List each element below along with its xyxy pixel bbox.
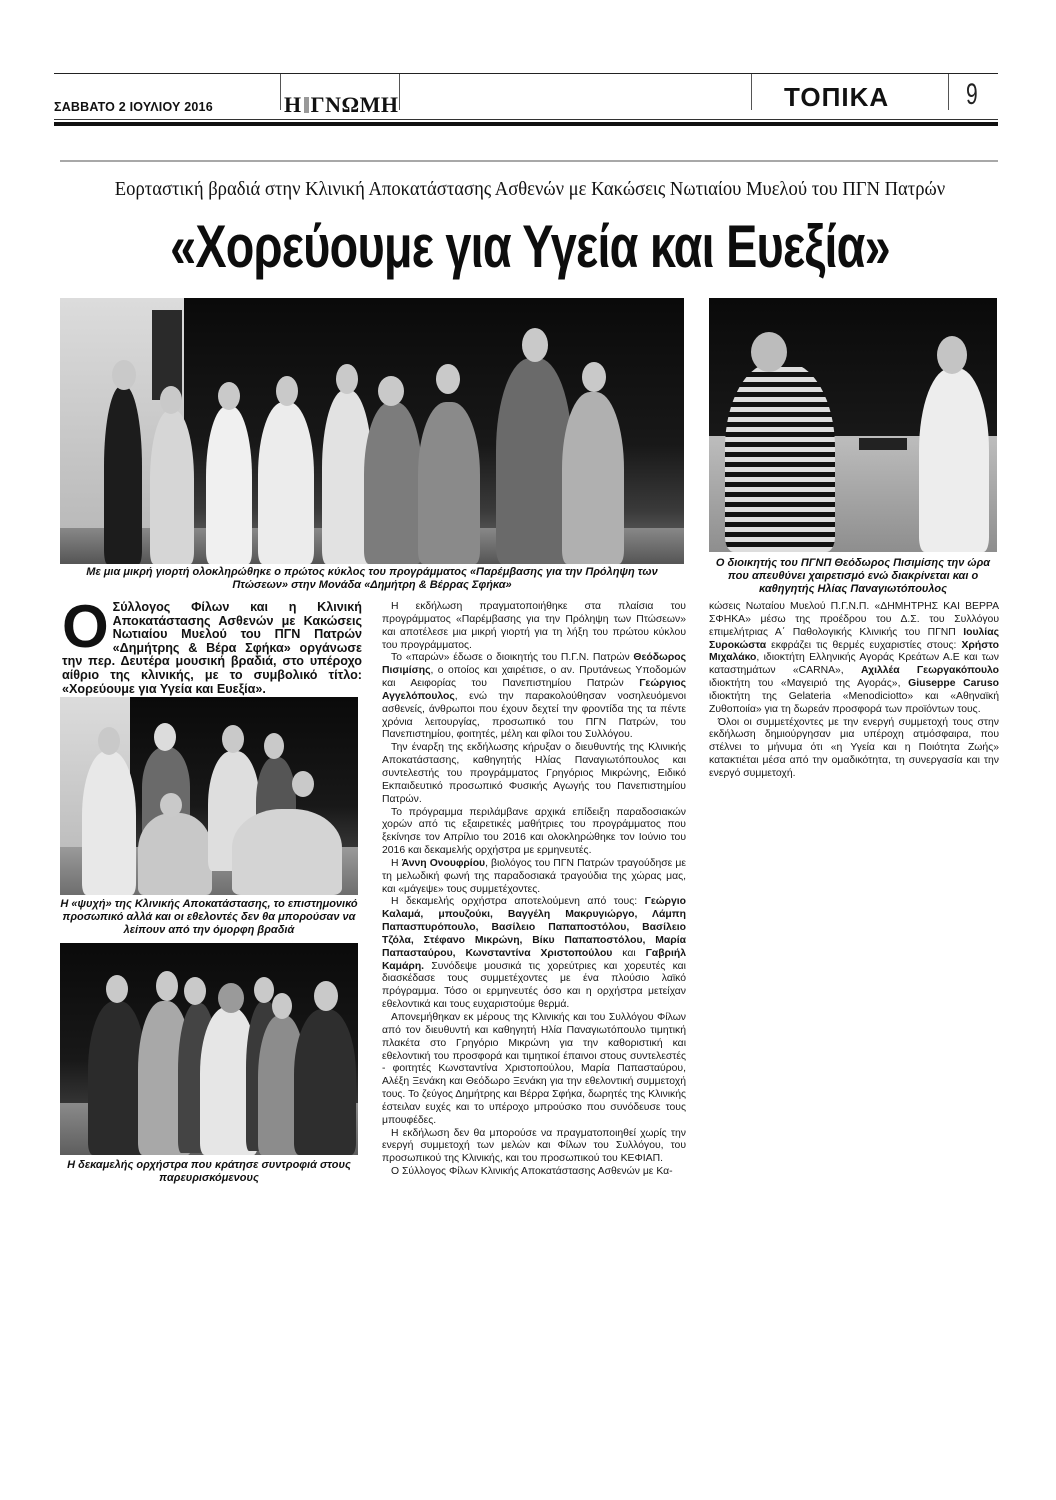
divider xyxy=(751,74,752,110)
article-paragraph xyxy=(382,1166,686,1179)
text-run: κώσεις Νωταίου Μυελού Π.Γ.Ν.Π. «ΔΗΜΗΤΡΗΣ ΚΑΙ ΒΕΡΡΑ ΣΦΗΚΑ» μέσω της προέδρου του Δ.Σ. του Συλλόγου επιμελήτριας Α΄ Παθολογικής Κλινικής του ΠΓΝΠ xyxy=(709,601,999,638)
text-run: Όλοι οι συμμετέχοντες με την ενεργή συμμετοχή τους στην εκδήλωση δημιούργησαν μια υπέροχη ατμόσφαιρα, που στέλνει το μήνυμα ότι «η Υγεία και η Ποιότητα Ζωής» κατακτιέται μέσα από την ομαδικότητα, τη συνεργασία και την ενεργό συμμετοχή. xyxy=(709,716,999,779)
text-run: και xyxy=(612,947,646,959)
logo-name: ΓΝΩΜΗ xyxy=(310,92,399,117)
masthead xyxy=(54,70,998,126)
divider xyxy=(280,74,281,110)
bold-name: Giuseppe Caruso xyxy=(908,678,999,690)
page-number: 9 xyxy=(966,78,978,111)
text-run: Την έναρξη της εκδήλωσης κήρυξαν ο διευθυντής της Κλινικής Αποκατάστασης, καθηγητής Ηλίας Παναγιωτόπουλος και συντελεστής του προγράμματος Γρηγόριος Μικρώνης, Ειδικό Εκπαιδευτικό προσωπικό Φυσικής Αγωγής του Πανεπιστημίου Πατρών. xyxy=(382,742,686,805)
photo-caption-left-bottom: Η δεκαμελής ορχήστρα που κράτησε συντροφιά στους παρευρισκόμενους xyxy=(67,1159,351,1184)
article-paragraph xyxy=(382,1128,686,1167)
text-run: Ο Σύλλογος Φίλων Κλινικής Αποκατάστασης Ασθενών με Κα- xyxy=(391,1166,673,1178)
top-rule xyxy=(54,73,998,74)
logo-mark-icon xyxy=(304,97,309,113)
divider xyxy=(399,74,400,110)
article-paragraph xyxy=(709,601,999,717)
text-run: ιδιοκτήτη της Gelateria «Menodiciotto» και «Αθηναϊκή Ζυθοποιία» για τη δωρεάν προσφορά των προϊόντων τους. xyxy=(709,690,999,715)
drop-cap: Ο xyxy=(62,593,109,660)
article-paragraph xyxy=(709,717,999,781)
photo-caption-main: Με μια μικρή γιορτή ολοκληρώθηκε ο πρώτος κύκλος του προγράμματος «Παρέμβασης για την Πρόληψη των Πτώσεων» στην Μονάδα «Δημήτρη & Βέρρας Σφήκα» xyxy=(86,566,658,591)
article-column-3 xyxy=(709,601,999,781)
bold-name: Θεόδωρος Πισιμίσης xyxy=(382,652,686,677)
article-paragraph xyxy=(382,742,686,806)
photo-caption-right: Ο διοικητής του ΠΓΝΠ Θεόδωρος Πισιμίσης την ώρα που απευθύνει χαιρετισμό ενώ διακρίνεται και ο καθηγητής Ηλίας Παναγιωτόπουλος xyxy=(715,557,991,595)
text-run: Απονεμήθηκαν εκ μέρους της Κλινικής και του Συλλόγου Φίλων από τον διευθυντή και καθηγητή Ηλία Παναγιωτόπουλο τιμητική πλακέτα στο Γρηγόριο Μικρώνη για την καθοριστική και εθελοντική του προσφορά και τιμητικοί έπαινοι στους συντελεστές - φοιτητές Κωνσταντίνα Χριστοπούλου, Μαρία Παπασταύρου, Αλέξη Ξενάκη και Θεόδωρο Ξενάκη για την εθελοντική συμμετοχή τους. Το ζεύγος Δημήτρης και Βέρρα Σφήκα, δωρητές της Κλινικής έστειλαν ευχές και το υπέροχο μπρούσκο που συνόδευσε τους μπουφέδες. xyxy=(382,1012,686,1126)
text-run: εκφράζει τις θερμές ευχαριστίες στους: xyxy=(766,639,962,651)
text-run: Το πρόγραμμα περιλάμβανε αρχικά επίδειξη παραδοσιακών χορών από τις εξαιρετικές μαθήτριες του προγράμματος που ξεκίνησε τον Απρίλιο του 2016 και ολοκληρώθηκε τον Ιούνιο του 2016 και δεκαμελής ορχήστρα με ερμηνευτές. xyxy=(382,806,686,857)
text-run: , ενώ την παρακολούθησαν νοσηλευόμενοι ασθενείς, άνθρωποι που έχουν δεχτεί την φροντίδα της τα πέντε χρόνια λειτουργίας, προσωπικό του ΠΓΝ Πατρών, του Πανεπιστημίου, φοιτητές, μέλη και φίλοι του Συλλόγου. xyxy=(382,690,686,741)
article-headline: «Χορεύουμε για Υγεία και Ευεξία» xyxy=(170,213,890,280)
text-run: , ο οποίος και χαιρέτισε, ο αν. Πρυτάνεως Υποδομών και Αειφορίας του Πανεπιστημίου Πατρών xyxy=(382,665,686,690)
text-run: ιδιοκτήτη του «Μαγειριό της Αγοράς», xyxy=(709,678,909,690)
article-top-rule xyxy=(60,160,998,162)
article-paragraph xyxy=(382,601,686,652)
text-run: , ιδιοκτήτη Ελληνικής Αγοράς Κρεάτων Α.Ε και των καταστημάτων «CARNA», xyxy=(709,652,999,677)
text-run: Η εκδήλωση δεν θα μπορούσε να πραγματοποιηθεί χωρίς την ενεργή συμμετοχή των μελών και Φίλων του Συλλόγου, του προσωπικού της Κλινικής, και του προσωπικού του ΚΕΦΙΑΠ. xyxy=(382,1127,686,1165)
text-run: Η xyxy=(391,857,402,869)
text-run: Η εκδήλωση πραγματοποιήθηκε στα πλαίσια του προγράμματος «Παρέμβασης για την Πρόληψη των Πτώσεων» και αποτέλεσε μια μικρή γιορτή για τη λήξη του πρώτου κύκλου του προγράμματος. xyxy=(382,601,686,651)
bold-name: Άννη Ονουφρίου xyxy=(401,857,486,869)
section-title: ΤΟΠΙΚΑ xyxy=(784,82,890,112)
text-run: , βιολόγος του ΠΓΝ Πατρών τραγούδησε με τη μελωδική φωνή της παραδοσιακά τραγούδια της χώρας μας, και «μάγεψε» τους συμμετέχοντες. xyxy=(382,857,686,895)
article-paragraph xyxy=(382,807,686,858)
text-run: Συνόδεψε μουσικά τις χορεύτριες και χορευτές και διασκέδασε τους συμμετέχοντες με ένα πλούσιο λαϊκό πρόγραμμα. Τόσο οι ερμηνευτές όσο και η ορχήστρα μετείχαν εθελοντικά και τους ευχαριστούμε θερμά. xyxy=(382,960,686,1011)
article-paragraph xyxy=(382,858,686,897)
article-paragraph xyxy=(382,896,686,1012)
article-kicker: Εορταστική βραδιά στην Κλινική Αποκατάστασης Ασθενών με Κακώσεις Νωτιαίου Μυελού του ΠΓΝ Πατρών xyxy=(114,178,946,200)
issue-date: ΣΑΒΒΑΤΟ 2 ΙΟΥΛΙΟΥ 2016 xyxy=(54,100,213,114)
text-run: Η δεκαμελής ορχήστρα αποτελούμενη από τους: xyxy=(391,896,645,908)
photo-director-speech xyxy=(709,298,997,552)
article-paragraph xyxy=(382,652,686,742)
photo-orchestra xyxy=(60,943,358,1155)
divider xyxy=(948,74,949,110)
bold-name: Γαβριήλ Καμάρη. xyxy=(382,947,686,972)
article-column-2 xyxy=(382,601,686,1179)
text-run: Το «παρών» έδωσε ο διοικητής του Π.Γ.Ν. Πατρών xyxy=(391,652,634,664)
bold-name: Αχιλλέα Γεωργακόπουλο xyxy=(860,665,1000,677)
bold-name: Ιουλίας Συροκώστα xyxy=(709,626,999,651)
rule-thin xyxy=(54,119,998,120)
logo-article: Η xyxy=(284,92,302,117)
newspaper-logo xyxy=(284,92,399,118)
photo-group-with-roses xyxy=(60,298,684,564)
bold-name: Γεώργιος Αγγελόπουλος xyxy=(382,678,686,702)
rule-thick xyxy=(54,122,998,126)
bold-name: Χρήστο Μιχαλάκο xyxy=(709,639,999,664)
photo-clinic-staff xyxy=(60,697,358,895)
lead-text: Σύλλογος Φίλων και η Κλινική Αποκατάστασης Ασθενών με Κακώσεις Νωτιαίου Μυελού του ΠΓΝ Πατρών «Δημήτρης & Βέρα Σφήκα» οργάνωσε την περ. Δευτέρα μουσική βραδιά, στο υπέροχο αίθριο της κλινικής, με το συμβολικό τίτλο: «Χορεύουμε για Υγεία και Ευεξία». xyxy=(62,600,362,696)
bold-name: Γεώργιο Καλαμά, μπουζούκι, Βαγγέλη Μακρυγιώργο, Λάμπη Παπασπυρόπουλο, Βασίλειο Παπαποστόλου, Βασίλειο Τζόλα, Στέφανο Μικρώνη, Βίκυ Παπαποστόλου, Μαρία Παπασταύρου, Κωνσταντίνα Χριστοπούλου xyxy=(382,896,686,959)
article-lead xyxy=(62,593,362,696)
photo-caption-left-middle: Η «ψυχή» της Κλινικής Αποκατάστασης, το επιστημονικό προσωπικό αλλά και οι εθελοντές δεν θα μπορούσαν να λείπουν από την όμορφη βραδιά xyxy=(60,898,358,936)
article-paragraph xyxy=(382,1012,686,1128)
